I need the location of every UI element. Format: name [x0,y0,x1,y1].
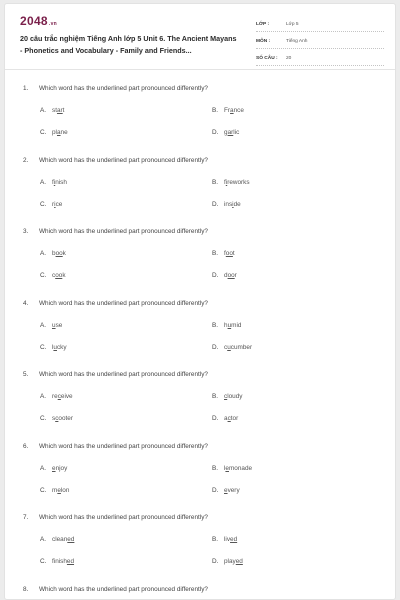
option-word-end: very [227,486,240,494]
option-d[interactable] [212,344,252,351]
option-b[interactable] [212,179,250,186]
option-word-start: g [224,129,228,136]
question-1 [5,70,395,142]
option-b[interactable] [212,250,235,257]
option-underlined-part: c [57,393,61,400]
option-letter: A. [40,250,47,257]
page-title: 20 câu trắc nghiệm Tiếng Anh lớp 5 Unit 6. The Ancient Mayans - Phonetics and Vocabulary - Family and Friends... [20,34,237,55]
question-prompt: Which word has the underlined part pronounced differently? [39,156,208,164]
option-underlined-part: i [54,200,56,208]
option-letter: C. [40,200,47,208]
option-word-start: b [52,250,56,257]
option-word-start: c [52,272,56,279]
option-word-start: s [52,415,56,422]
option-underlined-part: oo [225,250,233,257]
option-c[interactable] [40,415,73,422]
question-prompt: Which word has the underlined part pronounced differently? [39,228,208,235]
quiz-page [4,3,396,600]
option-a[interactable] [40,250,66,257]
option-letter: D. [212,129,219,136]
option-letter: A. [40,321,47,329]
option-a[interactable] [40,465,67,472]
option-underlined-part: e [225,464,229,472]
option-letter: D. [212,272,219,279]
question-text [23,157,208,164]
option-letter: C. [40,272,47,279]
option-letter: A. [40,464,47,472]
option-letter: A. [40,107,47,114]
option-word-end: k [62,272,66,279]
option-underlined-part: ar [56,107,63,114]
option-word-start: pl [52,129,57,136]
option-word-end: nce [233,107,244,114]
option-underlined-part: e [52,464,56,472]
question-3 [5,213,395,285]
meta-label: LỚP : [256,22,270,27]
option-word-end: tor [230,415,239,422]
option-a[interactable] [40,393,73,400]
option-letter: C. [40,129,47,136]
question-4 [5,285,395,357]
option-a[interactable] [40,322,62,329]
option-c[interactable] [40,129,68,136]
option-word-end: nish [55,178,67,186]
question-number: 5. [23,371,29,378]
page-header [5,4,395,70]
option-underlined-part: u [52,321,56,329]
question-prompt: Which word has the underlined part pronounced differently? [39,85,208,92]
option-word-start: ins [224,200,233,208]
question-prompt: Which word has the underlined part pronounced differently? [39,371,208,378]
question-text [23,300,208,307]
option-word-start: r [52,200,55,208]
option-c[interactable] [40,201,62,208]
question-5 [5,356,395,428]
option-word-end: monade [228,464,253,472]
question-list [5,70,395,600]
question-prompt: Which word has the underlined part pronounced differently? [39,514,208,521]
meta-row-subject [256,35,384,49]
option-word-end: t [232,250,235,257]
option-word-start: clean [52,536,68,543]
option-word-start: Fr [224,107,231,114]
option-underlined-part: oo [227,272,235,279]
question-text [23,371,208,378]
question-prompt: Which word has the underlined part pronounced differently? [39,299,208,307]
option-letter: A. [40,393,47,400]
option-word-start: c [224,343,228,351]
option-letter: B. [212,464,219,472]
option-b[interactable] [212,465,252,472]
question-text [23,586,208,593]
option-c[interactable] [40,487,69,494]
option-d[interactable] [212,201,241,208]
quiz-meta [256,18,384,69]
option-letter: A. [40,178,47,186]
option-word-end: t [62,107,65,114]
option-underlined-part: ar [227,129,234,136]
meta-value: Lớp 5 [286,22,299,27]
option-word-start: m [52,486,58,494]
option-underlined-part: u [53,343,57,351]
meta-row-grade [256,18,384,32]
option-letter: B. [212,250,219,257]
option-c[interactable] [40,344,67,351]
option-letter: B. [212,321,219,329]
option-b[interactable] [212,536,237,543]
option-word-end: lon [60,486,70,494]
option-d[interactable] [212,487,240,494]
option-word-end: k [62,250,66,257]
option-word-start: liv [224,536,231,543]
option-underlined-part: c [55,415,59,422]
option-underlined-part: c [227,415,231,422]
option-word-start: play [224,558,236,565]
option-b[interactable] [212,107,244,114]
option-letter: B. [212,107,219,114]
option-word-end: reworks [227,178,250,186]
option-underlined-part: ed [230,536,238,543]
option-underlined-part: oo [55,272,63,279]
option-c[interactable] [40,558,74,565]
option-b[interactable] [212,393,242,400]
option-letter: C. [40,558,47,565]
meta-value: Tiếng Anh [286,39,308,44]
option-underlined-part: a [56,129,61,136]
option-word-end: de [233,200,241,208]
option-a[interactable] [40,536,74,543]
question-8 [5,571,395,600]
option-underlined-part: a [230,107,234,114]
option-word-end: mid [231,321,242,329]
question-number: 4. [23,299,29,307]
option-letter: D. [212,200,219,208]
option-word-start: h [224,321,228,329]
option-underlined-part: oo [55,250,63,257]
option-d[interactable] [212,415,238,422]
question-number: 8. [23,585,29,593]
option-word-start: st [52,107,57,114]
option-letter: C. [40,343,47,351]
option-word-end: r [234,272,237,279]
option-word-end: njoy [55,464,68,472]
option-letter: B. [212,393,219,400]
question-6 [5,428,395,500]
option-letter: D. [212,486,219,494]
option-letter: B. [212,536,219,543]
option-word-end: eive [60,393,73,400]
option-word-start: f [224,178,226,186]
option-underlined-part: i [232,200,234,208]
question-number: 7. [23,514,29,521]
meta-value: 20 [286,56,292,61]
option-letter: D. [212,558,219,565]
question-text [23,85,208,92]
question-number: 3. [23,228,29,235]
option-word-start: l [224,464,226,472]
question-2 [5,142,395,214]
option-a[interactable] [40,107,64,114]
option-word-start: f [52,178,54,186]
option-underlined-part: e [57,486,61,494]
option-underlined-part: i [53,178,56,186]
option-c[interactable] [40,272,66,279]
option-underlined-part: u [227,321,232,329]
option-word-end: ce [55,200,63,208]
question-prompt: Which word has the underlined part pronounced differently? [39,585,208,593]
option-b[interactable] [212,322,241,329]
option-word-start: l [52,343,54,351]
site-logo[interactable]: 2048.vn [20,14,58,28]
question-number: 6. [23,442,29,450]
meta-row-count [256,52,384,66]
option-underlined-part: ed [235,558,243,565]
option-d[interactable] [212,129,239,136]
option-underlined-part: c [224,393,228,400]
option-word-start: a [224,415,228,422]
option-word-end: lic [233,129,240,136]
question-7 [5,499,395,571]
question-text [23,228,208,235]
option-word-end: se [55,321,63,329]
option-letter: C. [40,415,47,422]
option-underlined-part: i [225,178,228,186]
option-d[interactable] [212,272,237,279]
option-underlined-part: u [227,343,231,351]
option-word-end: cky [56,343,67,351]
option-a[interactable] [40,179,67,186]
option-word-start: f [224,250,226,257]
option-letter: B. [212,178,219,186]
option-letter: D. [212,415,219,422]
option-letter: A. [40,536,47,543]
option-letter: D. [212,343,219,351]
option-word-start: re [52,393,58,400]
option-underlined-part: e [224,486,228,494]
option-letter: C. [40,486,47,494]
question-text [23,443,208,450]
option-word-start: d [224,272,228,279]
option-word-end: ooter [58,415,73,422]
question-text [23,514,208,521]
option-d[interactable] [212,558,243,565]
option-word-start: finish [52,558,67,565]
question-number: 1. [23,85,29,92]
option-word-end: loudy [227,393,243,400]
option-word-end: ne [60,129,68,136]
meta-label: MÔN : [256,39,271,44]
option-underlined-part: ed [67,536,75,543]
question-prompt: Which word has the underlined part pronounced differently? [39,442,208,450]
option-word-end: cumber [230,343,253,351]
meta-label: SỐ CÂU : [256,56,278,61]
question-number: 2. [23,156,29,164]
option-underlined-part: ed [66,558,75,565]
